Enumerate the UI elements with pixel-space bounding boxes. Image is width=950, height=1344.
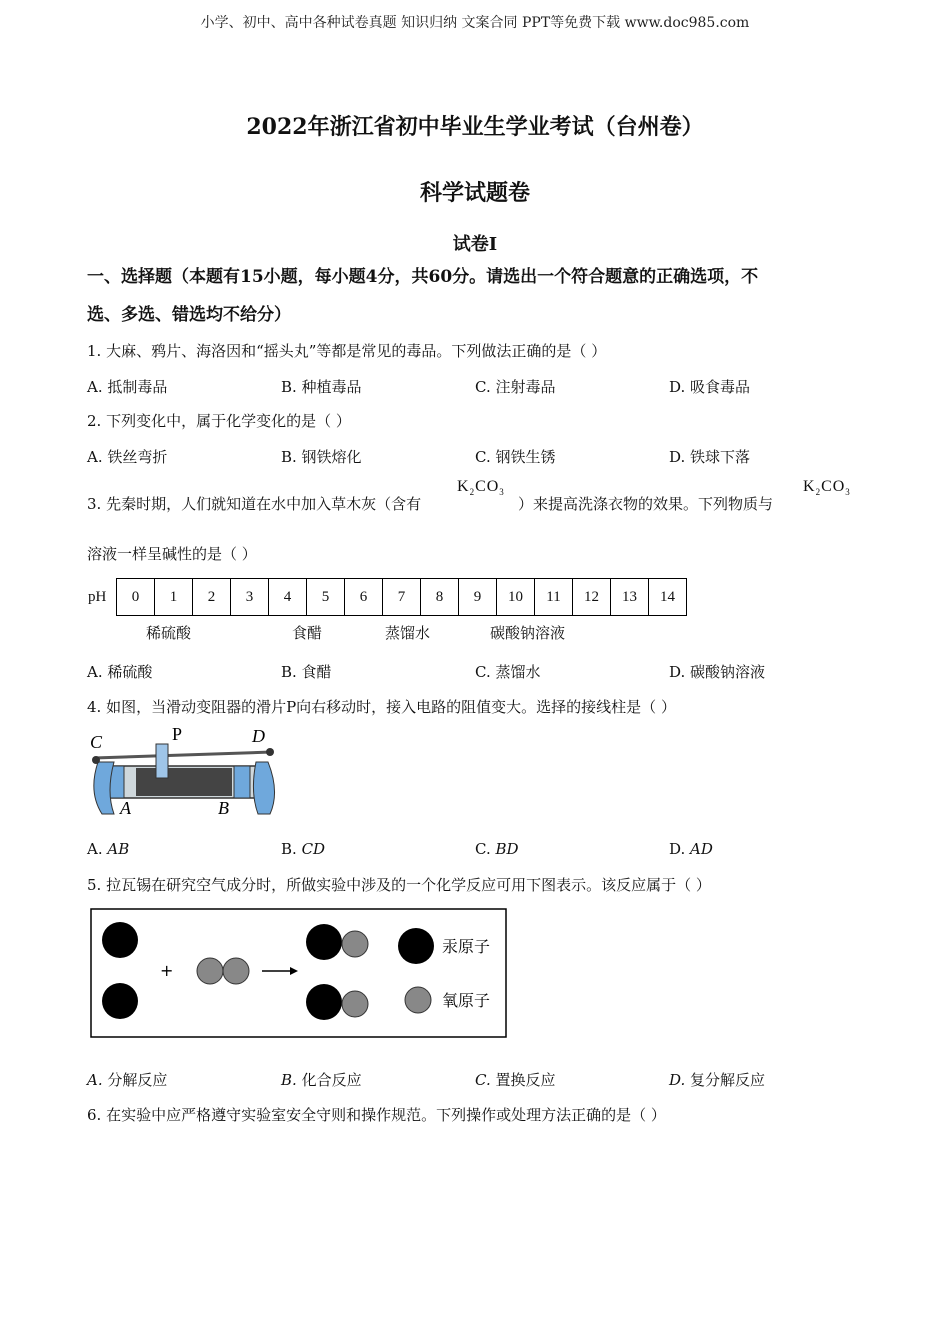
page-header: 小学、初中、高中各种试卷真题 知识归纳 文案合同 PPT等免费下载 www.doc985.com (200, 15, 750, 31)
diagram-frame (91, 909, 506, 1037)
ph-cell: 13 (611, 579, 649, 616)
exam-subtitle: 科学试题卷 (419, 180, 530, 206)
q2-option-c: C. 钢铁生锈 (475, 448, 556, 466)
ph-cell: 2 (193, 579, 231, 616)
ph-marker-dilute-sulfuric-acid: 稀硫酸 (146, 624, 192, 642)
paper-part: 试卷Ⅰ (452, 234, 498, 255)
ph-marker-sodium-carbonate: 碳酸钠溶液 (490, 624, 566, 642)
k2co3-formula-2: $K_2CO_3$ (803, 478, 851, 498)
q4-option-b: B. CD (281, 840, 326, 858)
oxygen-atom (342, 991, 368, 1017)
ph-cell: 14 (649, 579, 687, 616)
ph-cell: 1 (155, 579, 193, 616)
ph-marker-distilled-water: 蒸馏水 (385, 624, 431, 642)
question-3-stem-c: 溶液一样呈碱性的是（ ） (87, 545, 257, 563)
ph-cell: 3 (231, 579, 269, 616)
legend-oxygen-label: 氧原子 (442, 991, 491, 1010)
ph-scale (88, 578, 687, 616)
k2co3-formula-1: $K_2CO_3$ (457, 478, 505, 498)
ph-cell: 0 (117, 579, 155, 616)
rheostat-coil (136, 768, 232, 796)
mercury-atom (306, 924, 342, 960)
question-1-stem: 1. 大麻、鸦片、海洛因和“摇头丸”等都是常见的毒品。下列做法正确的是（ ） (87, 342, 607, 360)
rheostat-end-right (234, 766, 250, 798)
q2-option-d: D. 铁球下落 (669, 448, 751, 466)
q3-option-a: A. 稀硫酸 (87, 663, 153, 681)
terminal-c (92, 756, 100, 764)
mercury-atom (306, 984, 342, 1020)
oxygen-atom (342, 931, 368, 957)
ph-cell: 11 (535, 579, 573, 616)
label-c: C (90, 732, 103, 752)
terminal-d (266, 748, 274, 756)
q1-option-a: A. 抵制毒品 (87, 378, 168, 396)
question-5-stem: 5. 拉瓦锡在研究空气成分时，所做实验中涉及的一个化学反应可用下图表示。该反应属于（ ） (87, 876, 711, 894)
section-heading-line1: 一、选择题（本题有15小题，每小题4分，共60分。请选出一个符合题意的正确选项，不 (87, 267, 759, 287)
ph-cell: 12 (573, 579, 611, 616)
question-2-stem: 2. 下列变化中，属于化学变化的是（ ） (87, 412, 351, 430)
q1-option-b: B. 种植毒品 (281, 378, 362, 396)
q3-option-b: B. 食醋 (281, 663, 332, 681)
reaction-diagram (90, 908, 510, 1040)
mercury-atom (102, 983, 138, 1019)
rheostat-stand-right (253, 762, 274, 814)
legend-mercury-atom (398, 928, 434, 964)
label-p: P (172, 724, 183, 744)
q5-option-d: D. 复分解反应 (669, 1071, 766, 1089)
oxygen-atom (223, 958, 249, 984)
question-4-stem: 4. 如图，当滑动变阻器的滑片P向右移动时，接入电路的阻值变大。选择的接线柱是（ ） (87, 698, 676, 716)
plus-sign: + (160, 961, 174, 980)
ph-cell: 4 (269, 579, 307, 616)
label-d: D (252, 726, 265, 746)
ph-cell: 5 (307, 579, 345, 616)
legend-oxygen-atom (405, 987, 431, 1013)
q4-option-d: D. AD (669, 840, 713, 858)
q2-option-b: B. 钢铁熔化 (281, 448, 362, 466)
ph-cell: 10 (497, 579, 535, 616)
question-6-stem: 6. 在实验中应严格遵守实验室安全守则和操作规范。下列操作或处理方法正确的是（ ） (87, 1106, 666, 1124)
q3-option-d: D. 碳酸钠溶液 (669, 663, 766, 681)
ph-label: pH (88, 579, 117, 616)
ph-cell: 8 (421, 579, 459, 616)
mercury-atom (102, 922, 138, 958)
q1-option-d: D. 吸食毒品 (669, 378, 751, 396)
q3-option-c: C. 蒸馏水 (475, 663, 541, 681)
rheostat-figure (84, 722, 284, 827)
q4-option-a: A. AB (87, 840, 130, 858)
question-3-stem-a: 3. 先秦时期，人们就知道在水中加入草木灰（含有 (87, 495, 422, 513)
ph-marker-vinegar: 食醋 (292, 624, 323, 642)
ph-cell: 7 (383, 579, 421, 616)
q5-option-a: A. 分解反应 (87, 1071, 168, 1089)
ph-scale-table (88, 578, 687, 616)
q5-option-c: C. 置换反应 (475, 1071, 556, 1089)
legend-mercury-label: 汞原子 (442, 937, 491, 956)
question-3-stem-b: ）来提高洗涤衣物的效果。下列物质与 (518, 495, 774, 513)
section-heading-line2: 选、多选、错选均不给分） (87, 305, 291, 325)
q4-option-c: C. BD (475, 840, 519, 858)
label-a: A (120, 798, 131, 818)
oxygen-atom (197, 958, 223, 984)
q1-option-c: C. 注射毒品 (475, 378, 556, 396)
q5-option-b: B. 化合反应 (281, 1071, 362, 1089)
ph-cell: 9 (459, 579, 497, 616)
rheostat-rod (94, 752, 272, 758)
exam-title: 2022年浙江省初中毕业生学业考试（台州卷） (246, 114, 704, 140)
ph-cell: 6 (345, 579, 383, 616)
q2-option-a: A. 铁丝弯折 (87, 448, 168, 466)
slider-p (156, 744, 168, 778)
label-b: B (218, 798, 229, 818)
